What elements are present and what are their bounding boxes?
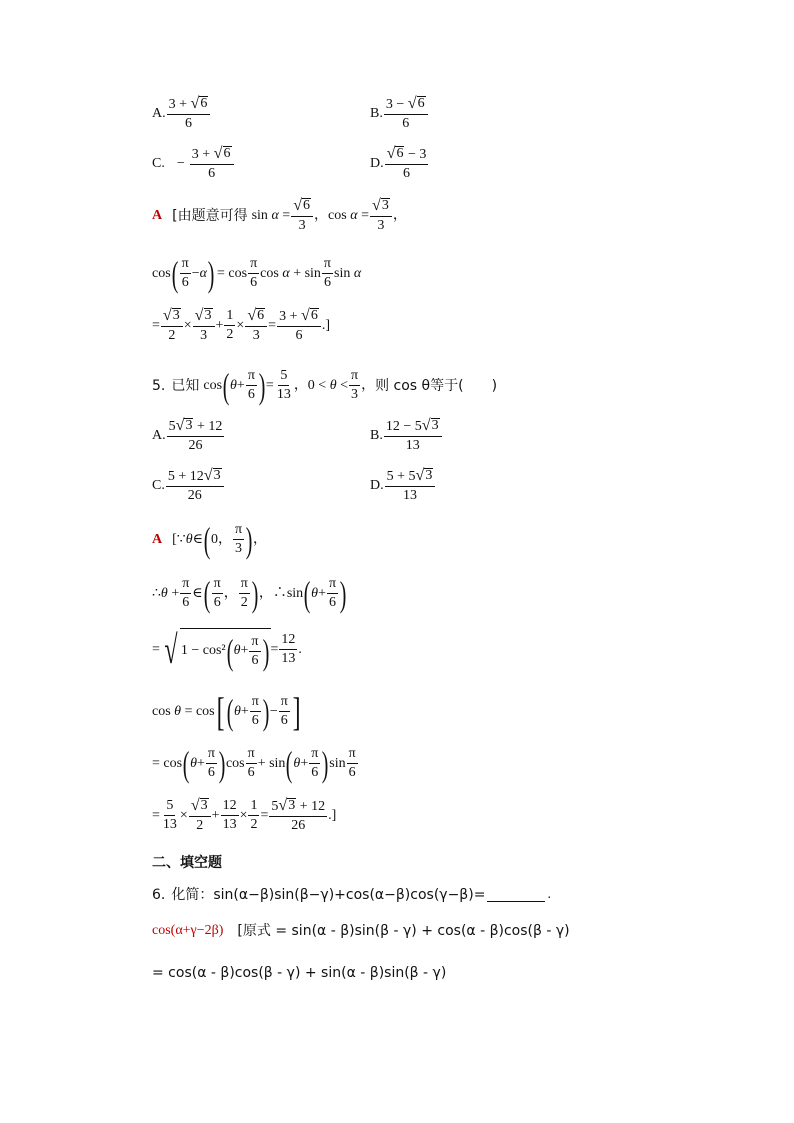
answer-blank <box>487 889 545 902</box>
q6-solution-line2 <box>152 966 446 980</box>
option-label: A. <box>152 427 166 443</box>
solution-intro: [由题意可得 <box>172 207 248 224</box>
q5-option-b <box>370 418 443 453</box>
stem-suffix: 则 cos θ等于( ) <box>375 378 498 394</box>
q4-solution-line3: = √ 3 2 × √ 3 3 + $\frac{1}{2}$ × √ 6 3 = 3 + √ 6 6 .] <box>152 307 330 343</box>
q5-solution-line3: = √ 1 − cos² ( θ + $\frac{\pi}{6}$ ) = $\frac{12}{13}$ . <box>152 627 302 672</box>
minus-sign: − <box>176 155 185 171</box>
q6-solution-line1 <box>152 924 570 938</box>
q4-option-a <box>152 96 211 131</box>
option-label: B. <box>370 427 383 443</box>
fraction: 3 − √ 6 6 <box>384 96 428 131</box>
option-label: C. <box>152 155 165 171</box>
q6-stem: 6. 化简：sin(α−β)sin(β−γ)+cos(α−β)cos(γ−β)= . <box>152 887 551 903</box>
option-label: C. <box>152 477 165 493</box>
q5-solution-line1: A [∵θ∈ ( 0， $\frac{\pi}{3}$ ) ， <box>152 520 268 560</box>
fraction: 5 + 5 √ 3 13 <box>385 468 436 503</box>
answer-letter: A <box>152 532 163 547</box>
option-label: D. <box>370 155 384 171</box>
q4-solution-line1: A [由题意可得 sin α = √ 6 3 ，cos α = √ 3 3 ， <box>152 197 407 233</box>
fraction: 3 + √ 6 6 <box>167 96 211 131</box>
stem-text: 化简：sin(α−β)sin(β−γ)+cos(α−β)cos(γ−β)= <box>171 887 486 903</box>
q5-option-a <box>152 418 225 453</box>
q5-stem: 5. 已知 cos ( θ + $\frac{\pi}{6}$ ) = $\frac{5}{13}$ ，0 < θ < $\frac{\pi}{3}$ ， 则 cos θ等于( ) <box>152 366 498 406</box>
q6-answer: cos(α+γ−2β) <box>152 923 224 938</box>
option-label: D. <box>370 477 384 493</box>
solution-line: = cos(α - β)cos(β - γ) + sin(α - β)sin(β - γ) <box>152 965 447 981</box>
fraction: 3 + √ 6 6 <box>190 146 234 181</box>
q4-option-b <box>370 96 429 131</box>
q5-option-c <box>152 468 225 503</box>
section-title: 二、填空题 <box>152 855 222 871</box>
solution-line: [原式 = sin(α - β)sin(β - γ) + cos(α - β)cos(β - γ) <box>237 923 570 939</box>
q5-solution-line6: = $\frac{5}{13}$ × √ 3 2 + $\frac{12}{13}$ × $\frac{1}{2}$ = 5 √ 3 + 12 26 .] <box>152 797 337 833</box>
option-label: B. <box>370 105 383 121</box>
stem-prefix: 已知 <box>171 378 200 394</box>
q5-solution-line5: = cos ( θ + $\frac{\pi}{6}$ ) cos $\frac{\pi}{6}$ + sin ( θ + $\frac{\pi}{6}$ ) sin $\frac{\pi}{6}$ <box>152 744 356 784</box>
answer-letter: A <box>152 207 163 223</box>
fraction: 12 − 5 √ 3 13 <box>384 418 442 453</box>
fraction: 5 √ 3 + 12 26 <box>168 417 223 453</box>
q5-solution-line2: ∴θ + $\frac{\pi}{6}$ ∈ ( $\frac{\pi}{6}$ ， $\frac{\pi}{2}$ ) ，∴sin ( θ + $\frac{\pi}{6}$ ) <box>152 574 347 614</box>
q5-option-d <box>370 468 436 503</box>
q4-option-d <box>370 146 429 181</box>
question-number: 5. <box>152 378 166 394</box>
q5-solution-line4: cos θ = cos [ ( θ + $\frac{\pi}{6}$ ) − $\frac{\pi}{6}$ ] <box>152 689 301 734</box>
q4-option-c <box>152 146 235 181</box>
fraction: √ 6 − 3 6 <box>386 145 427 181</box>
fraction: 5 + 12 √ 3 26 <box>166 468 224 503</box>
q4-solution-line2: cos ( $\frac{\pi}{6}$ −α ) = cos $\frac{\pi}{6}$ cos α + sin $\frac{\pi}{6}$ sin α <box>152 254 362 294</box>
option-label: A. <box>152 105 166 121</box>
question-number: 6. <box>152 887 166 903</box>
